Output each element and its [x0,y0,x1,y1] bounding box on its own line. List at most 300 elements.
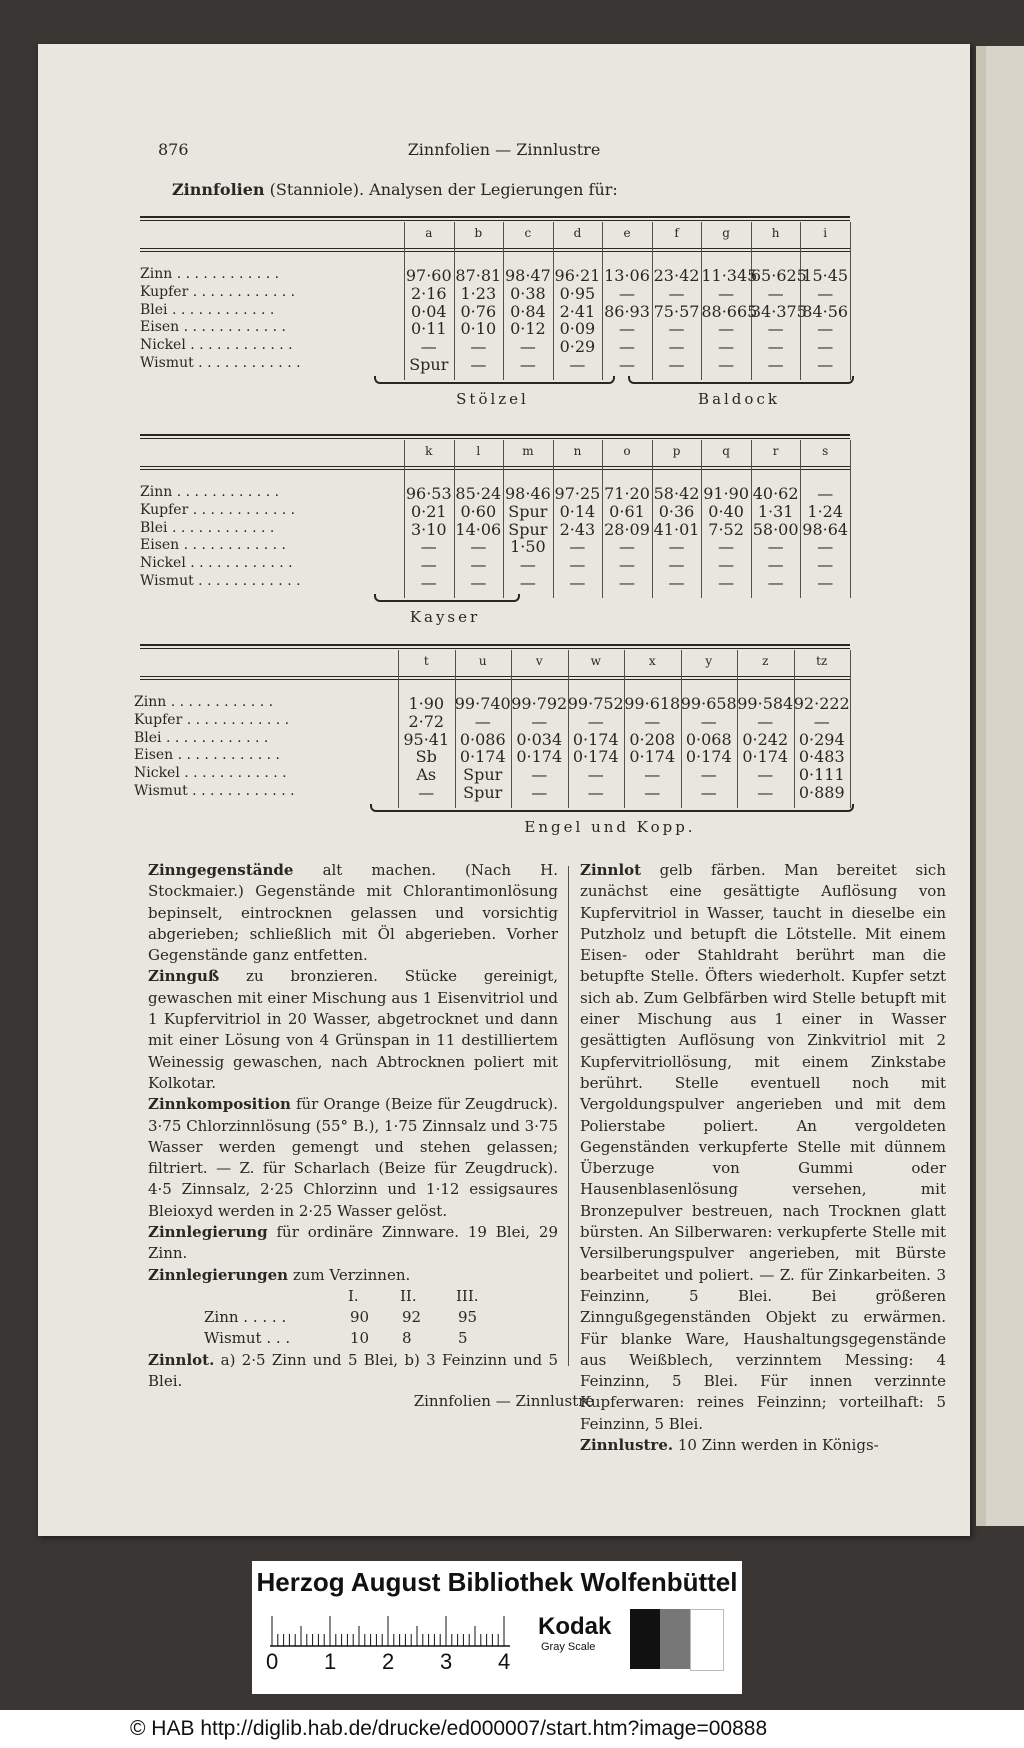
table-cell: 0·068 [685,729,732,749]
table-column-header: v [535,654,543,668]
table-cell: — [718,337,735,357]
entry-text: alt machen. (Nach H. Stockmaier.) Gegenstände mit Chlorantimonlösung bepinselt, eintrocknen gelassen und vorsichtig abgerieben; schließlich mit Öl abgerieben. Vorher Gegenstände ganz entfetten. [148,861,558,965]
table-cell: — [668,319,685,339]
table-column-header: m [522,444,534,458]
table-cell: 0·84 [510,301,546,321]
table-cell: 0·174 [572,729,619,749]
table-cell: 95·41 [403,729,450,749]
table-cell: — [569,355,586,374]
facing-page-edge [976,46,1024,1526]
section-title [172,180,618,199]
table-cell: 99·618 [624,694,681,713]
table-cell: — [470,573,487,592]
table-cell: Sb [415,747,437,767]
table-cell: 0·889 [798,783,845,802]
ruler-number: 0 [266,1649,279,1674]
table-cell: — [531,711,548,731]
table-top-rule-2 [140,438,850,439]
table-cell: — [420,537,437,557]
mini-table-header: I. [348,1286,359,1305]
table-cell: — [757,711,774,731]
gray-scale-label: Gray Scale [541,1641,596,1653]
leader-dots: . . . . . . . . . . . . [166,694,274,710]
table-cell: — [817,573,834,592]
table-author: Kayser [409,608,481,626]
table-cell: — [587,765,604,785]
table-cell: — [718,319,735,339]
table-cell: 1·50 [510,537,546,557]
table-cell: 1·24 [807,501,844,521]
copyright-url[interactable]: © HAB http://diglib.hab.de/drucke/ed000007/start.htm?image=00888 [130,1717,768,1740]
table-column-header: s [822,444,829,458]
table-cell: — [718,573,735,592]
leader-dots: . . . . . . . . . . . . [172,266,280,282]
table-cell: — [418,783,435,802]
table-cell: — [767,537,784,557]
column-divider [568,866,569,1366]
ruler-number: 3 [440,1649,453,1674]
entry-keyword: Zinnguß [148,967,220,986]
table-row-label: Zinn . . . . . . . . . . . . [140,484,280,500]
table-cell: 0·174 [629,747,676,767]
table-cell: 0·174 [685,747,732,767]
table-cell: — [668,573,685,592]
table-cell: — [474,711,491,731]
leader-dots: . . . . . . . . . . . . [172,484,280,500]
table-cell: — [531,765,548,785]
table-cell: — [470,537,487,557]
table-cell: — [618,337,635,357]
table-cell: 91·90 [703,484,749,503]
table-column-header: d [573,226,582,240]
table-cell: — [817,319,834,339]
table-cell: — [587,783,604,802]
table-column-header: tz [816,654,828,668]
table-cell: — [718,555,735,575]
leader-dots: . . . . . . . . . . . . [167,519,275,536]
table-cell: — [618,555,635,575]
table-cell: — [519,337,536,357]
table-cell: 0·10 [460,319,497,339]
table-cell: 0·29 [559,337,596,357]
entry-text: 10 Zinn werden in Königs- [673,1436,879,1455]
author-brace [374,376,615,384]
ruler-scale [270,1613,510,1647]
table-cell: — [817,337,834,357]
table-column-header: y [705,654,713,668]
table-row-label: Zinn . . . . . . . . . . . . [140,266,280,282]
table-cell: 2·16 [410,283,447,303]
entry-keyword: Zinnlegierung [148,1223,268,1242]
paragraph [148,860,558,966]
table-cell: 0·208 [629,729,676,749]
table-cell: 65·625 [750,266,807,285]
table-header-rule [140,676,850,677]
table-cell: — [569,537,586,557]
leader-dots: . . . . . . . . . . . . [167,301,275,318]
table-cell: — [470,355,487,374]
author-brace [628,376,854,384]
leader-dots: . . . . . . . . . . . . [185,337,293,354]
table-cell: — [700,711,717,731]
table-cell: — [668,337,685,357]
table-cell: — [618,355,635,374]
table-cell: 98·64 [802,519,849,539]
table-cell: 0·086 [459,729,506,749]
table-column-header: a [425,226,433,240]
table-cell: 96·21 [554,266,601,285]
table-cell: 1·90 [408,694,445,713]
mini-table-cell: 10 [350,1328,370,1347]
table-column-header: z [762,654,769,668]
entry-keyword: Zinnkomposition [148,1095,291,1114]
leader-dots: . . . . . . . . . . . . [179,319,286,336]
table-cell: 71·20 [604,484,650,503]
table-cell: — [470,337,487,357]
table-cell: — [420,555,437,575]
table-cell: Spur [463,765,503,785]
table-cell: 0·76 [460,301,497,321]
entry-text: gelb färben. Man bereitet sich zunächst eine gesättigte Auflösung von Kupfervitriol in Wasser, taucht in dieselbe ein Putzholz und betupft die Lötstelle. Mit einem Eisen- oder Stahldraht berührt man die betupfte Stelle. Öfters wiederholt. Kupfer setzt sich ab. Zum Gelbfärben wird Stelle betupft mit einer Mischung aus 1 einer in Wasser gesättigten Auflösung von Zinkvitriol mit 2 Kupfervitriollösung, mit einem Zinkstabe berührt. Stelle eventuell noch mit Vergoldungspulver angerieben und mit dem Polierstabe poliert. An vergoldeten Gegenständen verkupferte Stelle mit dünnem Überzuge von Gummi oder Hausenblasenlösung versehen, mit Bronzepulver bestreuen, nach Trocknen glatt bürsten. An Silberwaren: verkupferte Stelle mit Versilberungspulver angerieben, mit Bürste bearbeitet und poliert. — Z. für Zinkarbeiten. 3 Feinzinn, 5 Blei. Bei größeren Zinngußgegenständen Objekt zu erwärmen. Für blanke Ware, Haushaltungsgegenstände aus Weißblech, verzinntem Messing: 4 Feinzinn, 5 Blei. Für innen verzinnte Kupferwaren: reines Feinzinn; vorteilhaft: 5 Feinzinn, 5 Blei. [580,861,946,1433]
table-column-header: p [672,444,681,458]
library-name: Herzog August Bibliothek Wolfenbüttel [256,1567,738,1597]
copyright-bar [0,1710,1024,1748]
table-cell: 92·222 [793,694,850,713]
table-column-header: k [425,444,433,458]
table-subheader-rule [140,679,850,680]
mini-table-cell: 92 [402,1307,422,1326]
table-cell: — [420,337,437,357]
leader-dots: . . . . . . . . . . . . [185,555,293,572]
table-cell: 0·60 [460,501,497,521]
table-top-rule [140,644,850,646]
table-column-header: r [772,444,779,458]
table-cell: 0·36 [658,501,695,521]
table-cell: 0·40 [708,501,744,521]
author-brace [374,594,520,602]
kodak-logo: Kodak [538,1613,612,1640]
book-page [38,44,970,1536]
entry-text: für ordinäre Zinnware. 19 Blei, 29 Zinn. [148,1223,558,1263]
table-cell: 85·24 [455,484,502,503]
table-column-header: i [823,226,828,240]
table-row-label: Kupfer . . . . . . . . . . . . [140,501,296,518]
table-cell: — [668,537,685,557]
table-cell: 0·034 [516,729,563,749]
mini-table-cell: 90 [350,1307,370,1326]
table-cell: Spur [409,355,449,374]
table-cell: 0·09 [559,319,596,339]
ruler-number: 2 [382,1649,395,1674]
table-cell: 88·665 [701,301,758,321]
table-header-rule [140,248,850,249]
table-cell: 0·38 [510,283,546,303]
table-cell: 99·584 [737,694,794,713]
leader-dots: . . . . . . . . . . . . [193,573,301,589]
table-cell: 0·95 [559,283,596,303]
table-cell: 0·11 [410,319,447,339]
paragraph [580,1435,946,1456]
gray-swatch [660,1609,690,1669]
table-cell: 0·174 [516,747,563,767]
table-cell: 0·12 [510,319,546,339]
table-cell: — [817,283,834,303]
table-cell: 13·06 [604,266,650,285]
table-column-header: x [648,654,656,668]
table-cell: — [668,283,685,303]
table-cell: — [767,555,784,575]
left-column [148,860,558,1393]
table-column-header: u [478,654,487,668]
table-cell: — [587,711,604,731]
table-column-divider [850,650,851,808]
mini-table [148,1286,558,1350]
table-top-rule-2 [140,648,850,649]
paragraph [148,1265,558,1286]
leader-dots: . . . . . . . . . . . . [187,783,295,799]
table-column-header: c [524,226,532,240]
table-cell: — [668,355,685,374]
table-row-label: Nickel . . . . . . . . . . . . [140,555,293,572]
entry-keyword: Zinnlustre. [580,1436,674,1455]
table-cell: 0·14 [559,501,596,521]
table-cell: 0·21 [410,501,447,521]
table-column-header: t [423,654,429,668]
table-cell: 86·93 [604,301,650,321]
table-cell: — [519,573,536,592]
table-cell: — [757,783,774,802]
mini-table-cell: 8 [402,1328,412,1347]
table-cell: — [644,711,661,731]
table-cell: — [470,555,487,575]
mini-table-label: Zinn . . . . . [204,1307,287,1326]
entry-keyword: Zinnlegierungen [148,1265,289,1284]
table-author: Stölzel [456,390,529,408]
table-column-divider [850,222,851,380]
table-cell: — [767,337,784,357]
ruler-number: 1 [324,1649,337,1674]
leader-dots: . . . . . . . . . . . . [188,501,296,518]
table-author: Baldock [698,390,780,408]
table-cell: 0·174 [459,747,506,767]
table-cell: — [813,711,830,731]
table-header-rule [140,466,850,467]
table-row-label: Nickel . . . . . . . . . . . . [140,337,293,354]
leader-dots: . . . . . . . . . . . . [173,747,280,764]
table-cell: 1·23 [460,283,497,303]
table-column-header: q [722,444,730,458]
table-cell: Spur [463,783,503,802]
table-cell: — [644,765,661,785]
table-cell: 58·00 [752,519,799,539]
table-column-header: w [590,654,601,668]
table-row-label: Kupfer . . . . . . . . . . . . [134,711,290,728]
table-cell: 98·46 [504,484,551,503]
table-cell: — [718,537,735,557]
right-column [580,860,946,1456]
table-cell: 0·61 [609,501,645,521]
library-color-card [252,1561,742,1694]
entry-keyword: Zinngegenstände [148,861,294,879]
table-column-header: o [623,444,631,458]
author-brace [370,804,854,812]
table-column-header: n [573,444,582,458]
entry-text: a) 2·5 Zinn und 5 Blei, b) 3 Feinzinn und 5 Blei. [148,1350,558,1391]
table-row-label: Eisen . . . . . . . . . . . . [140,537,286,554]
table-cell: — [767,573,784,592]
table-column-header: h [771,226,780,240]
page-footer: Zinnfolien — Zinnlustre [413,1392,595,1410]
table-cell: Spur [508,501,548,521]
leader-dots: . . . . . . . . . . . . [161,729,269,746]
table-row-label: Kupfer . . . . . . . . . . . . [140,283,296,300]
table-cell: — [668,555,685,575]
mini-table-header: III. [456,1286,479,1305]
table-cell: 7·52 [708,519,744,539]
table-row-label: Blei . . . . . . . . . . . . [140,519,275,536]
table-cell: — [817,484,834,503]
paragraph [148,966,558,1094]
mini-table-cell: 5 [458,1328,468,1347]
table-column-header: b [474,226,483,240]
table-author: Engel und Kopp. [524,818,696,836]
table-cell: 0·294 [798,729,845,749]
table-row-label: Wismut . . . . . . . . . . . . [134,783,295,799]
table-cell: 11·345 [701,266,758,285]
table-cell: — [618,573,635,592]
table-cell: — [757,765,774,785]
table-cell: 28·09 [604,519,650,539]
running-head: Zinnfolien — Zinnlustre [407,140,601,159]
table-top-rule [140,216,850,218]
table-row-label: Blei . . . . . . . . . . . . [134,729,269,746]
table-cell: Spur [508,519,548,539]
table-cell: 2·43 [559,519,596,539]
table-cell: 15·45 [802,266,849,285]
table-cell: As [416,765,437,785]
table-column-header: l [476,444,481,458]
mini-table-cell: 95 [458,1307,478,1326]
table-cell: 2·41 [559,301,596,321]
table-cell: 98·47 [504,266,551,285]
table-cell: — [817,555,834,575]
table-cell: 0·483 [798,747,845,767]
table-cell: — [569,555,586,575]
table-cell: — [618,537,635,557]
table-cell: 99·740 [454,694,511,713]
table-row-label: Eisen . . . . . . . . . . . . [140,319,286,336]
table-cell: 99·792 [511,694,568,713]
table-cell: — [767,283,784,303]
table-top-rule [140,434,850,436]
table-cell: 97·25 [554,484,601,503]
table-column-header: e [623,226,631,240]
table-cell: — [519,555,536,575]
paragraph [148,1350,558,1393]
table-row-label: Zinn . . . . . . . . . . . . [134,694,274,710]
table-cell: — [767,355,784,374]
table-column-header: g [722,226,730,240]
table-cell: 3·10 [410,519,447,539]
table-subheader-rule [140,251,850,252]
table-cell: — [618,283,635,303]
leader-dots: . . . . . . . . . . . . [193,355,301,371]
table-cell: 14·06 [455,519,502,539]
leader-dots: . . . . . . . . . . . . [182,711,290,728]
table-cell: 99·658 [680,694,737,713]
table-cell: 40·62 [752,484,799,503]
table-cell: — [531,783,548,802]
table-cell: 58·42 [653,484,700,503]
ruler-number: 4 [498,1649,511,1674]
table-cell: — [618,319,635,339]
table-row-label: Blei . . . . . . . . . . . . [140,301,275,318]
entry-keyword: Zinnlot [580,861,642,879]
table-row-label: Wismut . . . . . . . . . . . . [140,355,301,371]
paragraph [148,1094,558,1222]
table-cell: — [718,355,735,374]
table-cell: — [700,765,717,785]
title-rest: (Stanniole). Analysen der Legierungen für: [264,180,618,199]
leader-dots: . . . . . . . . . . . . [179,765,287,782]
table-cell: — [519,355,536,374]
entry-text: zum Verzinnen. [288,1265,411,1284]
table-cell: — [569,573,586,592]
entry-text: zu bronzieren. Stücke gereinigt, gewaschen mit einer Mischung aus 1 Eisenvitriol und 1 Kupfervitriol in 20 Wasser, abgetrocknet und dann mit einer Lösung von 4 Grünspan in 11 destilliertem Weinessig gewaschen, nach Abtrocknen poliert mit Kolkotar. [148,967,558,1092]
table-column-header: f [674,226,679,240]
table-cell: 34·375 [750,301,807,321]
paragraph [580,860,946,1435]
table-cell: 41·01 [653,519,700,539]
leader-dots: . . . . . . . . . . . . [179,537,286,554]
table-row-label: Nickel . . . . . . . . . . . . [134,765,287,782]
leader-dots: . . . . . . . . . . . . [188,283,296,300]
mini-table-header: II. [400,1286,417,1305]
table-cell: 0·04 [410,301,447,321]
entry-keyword: Zinnlot. [148,1350,215,1369]
table-subheader-rule [140,469,850,470]
table-column-divider [850,440,851,598]
table-cell: 87·81 [455,266,502,285]
table-top-rule-2 [140,220,850,221]
entry-text: für Orange (Beize für Zeugdruck). 3·75 Chlorzinnlösung (55° B.), 1·75 Zinnsalz und 3·75 Wasser werden gemengt und stehen gelassen; filtriert. — Z. für Scharlach (Beize für Zeugdruck). 4·5 Zinnsalz, 2·25 Chlorzinn und 1·12 essigsaures Bleioxyd werden in 2·25 Wasser gelöst. [148,1095,558,1220]
table-cell: 0·174 [742,747,789,767]
black-swatch [630,1609,660,1669]
table-cell: — [420,573,437,592]
table-cell: 0·111 [798,765,845,785]
table-cell: 1·31 [757,501,794,521]
table-cell: 96·53 [405,484,452,503]
white-swatch [690,1609,724,1671]
table-cell: 0·242 [742,729,789,749]
table-row-label: Eisen . . . . . . . . . . . . [134,747,280,764]
table-cell: — [700,783,717,802]
table-cell: — [644,783,661,802]
table-cell: 23·42 [653,266,700,285]
title-keyword: Zinnfolien [172,180,265,199]
table-cell: 97·60 [405,266,452,285]
table-cell: — [767,319,784,339]
table-cell: 84·56 [802,301,849,321]
table-cell: — [718,283,735,303]
table-cell: 2·72 [408,711,445,731]
table-cell: — [817,537,834,557]
table-cell: 0·174 [572,747,619,767]
page-number: 876 [158,140,189,159]
table-cell: — [817,355,834,374]
table-row-label: Wismut . . . . . . . . . . . . [140,573,301,589]
table-cell: 99·752 [567,694,624,713]
